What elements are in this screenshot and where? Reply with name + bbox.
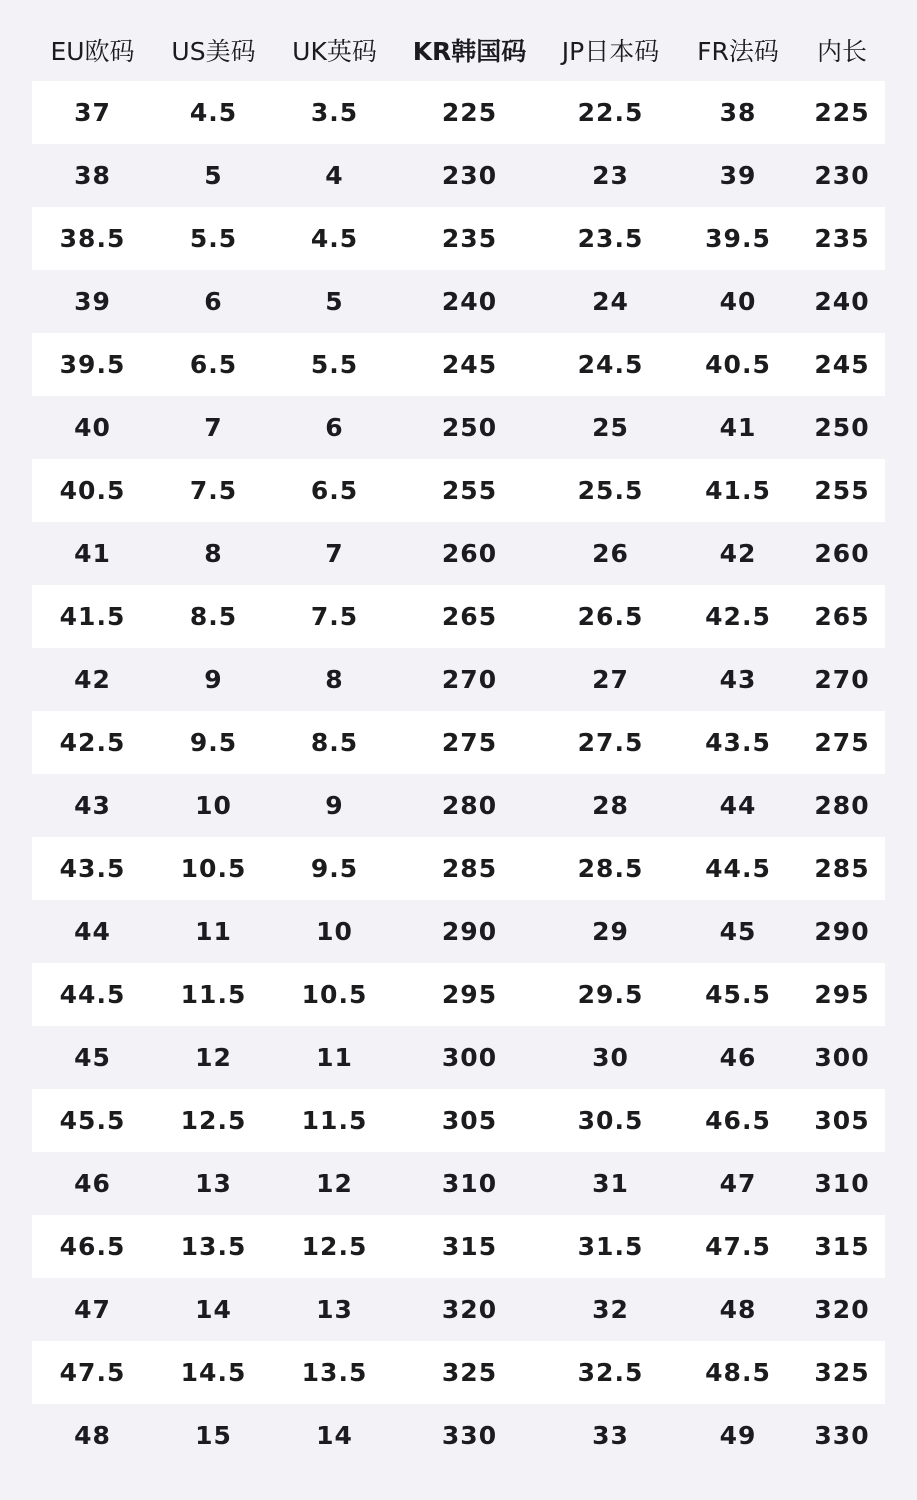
cell-eu: 42.5 [32, 711, 153, 774]
table-row [32, 333, 885, 396]
cell-fr: 43 [719, 665, 757, 694]
header-jp: JP日本码 [561, 36, 660, 66]
cell-fr: 40 [719, 287, 757, 316]
table-row [32, 270, 885, 333]
cell-inner-length: 290 [814, 917, 870, 946]
cell-jp: 30.5 [544, 1089, 677, 1152]
cell-kr: 310 [441, 1169, 498, 1198]
cell-inner-length: 330 [814, 1421, 870, 1450]
cell-fr: 41.5 [677, 459, 799, 522]
cell-uk: 12 [316, 1169, 353, 1198]
cell-eu: 41.5 [32, 585, 153, 648]
cell-uk: 14 [316, 1421, 353, 1450]
cell-uk: 8 [325, 665, 344, 694]
size-table-body [32, 81, 885, 1467]
cell-kr: 275 [395, 711, 544, 774]
cell-jp: 22.5 [544, 81, 677, 144]
cell-uk: 4.5 [274, 207, 395, 270]
cell-jp: 28 [592, 791, 629, 820]
cell-eu: 41 [74, 539, 111, 568]
table-row [32, 711, 885, 774]
cell-kr: 255 [395, 459, 544, 522]
cell-fr: 47.5 [677, 1215, 799, 1278]
cell-jp: 27.5 [544, 711, 677, 774]
cell-uk: 13 [316, 1295, 353, 1324]
cell-eu: 39 [74, 287, 111, 316]
cell-uk: 11.5 [274, 1089, 395, 1152]
cell-fr: 46 [719, 1043, 757, 1072]
cell-fr: 41 [719, 413, 757, 442]
cell-uk: 7 [325, 539, 344, 568]
cell-kr: 235 [395, 207, 544, 270]
cell-uk: 10 [316, 917, 353, 946]
cell-jp: 26 [592, 539, 629, 568]
cell-kr: 325 [395, 1341, 544, 1404]
table-row [32, 1089, 885, 1152]
cell-us: 9.5 [153, 711, 274, 774]
cell-fr: 48 [719, 1295, 757, 1324]
cell-inner-length: 275 [799, 711, 885, 774]
table-row [32, 1404, 885, 1467]
cell-us: 5 [204, 161, 223, 190]
cell-uk: 3.5 [274, 81, 395, 144]
table-row [32, 81, 885, 144]
cell-kr: 225 [395, 81, 544, 144]
cell-us: 14.5 [153, 1341, 274, 1404]
cell-fr: 49 [719, 1421, 757, 1450]
cell-inner-length: 295 [799, 963, 885, 1026]
cell-inner-length: 225 [799, 81, 885, 144]
header-row [32, 18, 885, 81]
cell-us: 11 [195, 917, 232, 946]
cell-uk: 6.5 [274, 459, 395, 522]
cell-kr: 250 [441, 413, 498, 442]
cell-eu: 45 [74, 1043, 111, 1072]
cell-eu: 46 [74, 1169, 111, 1198]
cell-uk: 5 [325, 287, 344, 316]
cell-inner-length: 325 [799, 1341, 885, 1404]
table-row [32, 207, 885, 270]
cell-jp: 30 [592, 1043, 629, 1072]
cell-fr: 40.5 [677, 333, 799, 396]
cell-inner-length: 240 [814, 287, 870, 316]
table-row [32, 585, 885, 648]
cell-eu: 45.5 [32, 1089, 153, 1152]
cell-uk: 11 [316, 1043, 353, 1072]
cell-us: 14 [195, 1295, 232, 1324]
cell-fr: 42.5 [677, 585, 799, 648]
cell-us: 12.5 [153, 1089, 274, 1152]
cell-fr: 44 [719, 791, 757, 820]
cell-jp: 23 [592, 161, 629, 190]
cell-us: 10 [195, 791, 232, 820]
table-row [32, 459, 885, 522]
cell-kr: 320 [441, 1295, 498, 1324]
cell-uk: 10.5 [274, 963, 395, 1026]
cell-us: 7 [204, 413, 223, 442]
table-row [32, 648, 885, 711]
cell-kr: 270 [441, 665, 498, 694]
table-row [32, 1341, 885, 1404]
cell-us: 15 [195, 1421, 232, 1450]
cell-inner-length: 245 [799, 333, 885, 396]
cell-fr: 39 [719, 161, 757, 190]
cell-eu: 47.5 [32, 1341, 153, 1404]
cell-fr: 42 [719, 539, 757, 568]
cell-inner-length: 260 [814, 539, 870, 568]
cell-kr: 300 [441, 1043, 498, 1072]
cell-eu: 37 [32, 81, 153, 144]
cell-eu: 38.5 [32, 207, 153, 270]
cell-us: 13 [195, 1169, 232, 1198]
cell-us: 9 [204, 665, 223, 694]
cell-inner-length: 305 [799, 1089, 885, 1152]
cell-jp: 27 [592, 665, 629, 694]
table-row [32, 774, 885, 837]
cell-fr: 45 [719, 917, 757, 946]
cell-eu: 43 [74, 791, 111, 820]
cell-inner-length: 230 [814, 161, 870, 190]
cell-us: 5.5 [153, 207, 274, 270]
cell-fr: 39.5 [677, 207, 799, 270]
cell-inner-length: 265 [799, 585, 885, 648]
cell-us: 8 [204, 539, 223, 568]
cell-inner-length: 320 [814, 1295, 870, 1324]
cell-jp: 29.5 [544, 963, 677, 1026]
cell-jp: 23.5 [544, 207, 677, 270]
table-row [32, 963, 885, 1026]
cell-inner-length: 255 [799, 459, 885, 522]
table-row [32, 837, 885, 900]
cell-uk: 5.5 [274, 333, 395, 396]
table-row [32, 1152, 885, 1215]
cell-inner-length: 270 [814, 665, 870, 694]
cell-uk: 4 [325, 161, 344, 190]
cell-jp: 31 [592, 1169, 629, 1198]
cell-us: 6.5 [153, 333, 274, 396]
cell-eu: 38 [74, 161, 111, 190]
cell-uk: 13.5 [274, 1341, 395, 1404]
cell-inner-length: 315 [799, 1215, 885, 1278]
cell-fr: 43.5 [677, 711, 799, 774]
cell-eu: 46.5 [32, 1215, 153, 1278]
cell-fr: 38 [677, 81, 799, 144]
cell-jp: 24 [592, 287, 629, 316]
cell-eu: 39.5 [32, 333, 153, 396]
cell-kr: 315 [395, 1215, 544, 1278]
cell-uk: 12.5 [274, 1215, 395, 1278]
cell-uk: 6 [325, 413, 344, 442]
cell-fr: 44.5 [677, 837, 799, 900]
header-kr: KR韩国码 [412, 36, 527, 66]
cell-jp: 29 [592, 917, 629, 946]
cell-us: 8.5 [153, 585, 274, 648]
cell-us: 6 [204, 287, 223, 316]
table-row [32, 396, 885, 459]
table-row [32, 1278, 885, 1341]
cell-fr: 45.5 [677, 963, 799, 1026]
cell-kr: 295 [395, 963, 544, 1026]
cell-kr: 265 [395, 585, 544, 648]
cell-inner-length: 235 [799, 207, 885, 270]
cell-kr: 305 [395, 1089, 544, 1152]
table-row [32, 1026, 885, 1089]
cell-kr: 290 [441, 917, 498, 946]
table-row [32, 144, 885, 207]
cell-eu: 44.5 [32, 963, 153, 1026]
header-uk: UK英码 [292, 36, 377, 66]
cell-eu: 48 [74, 1421, 111, 1450]
cell-eu: 43.5 [32, 837, 153, 900]
cell-jp: 28.5 [544, 837, 677, 900]
cell-eu: 40.5 [32, 459, 153, 522]
cell-jp: 26.5 [544, 585, 677, 648]
cell-jp: 25.5 [544, 459, 677, 522]
cell-us: 4.5 [153, 81, 274, 144]
header-fr: FR法码 [697, 36, 779, 66]
table-row [32, 900, 885, 963]
cell-jp: 32 [592, 1295, 629, 1324]
cell-kr: 240 [441, 287, 498, 316]
cell-jp: 33 [592, 1421, 629, 1450]
cell-jp: 25 [592, 413, 629, 442]
cell-inner-length: 285 [799, 837, 885, 900]
table-row [32, 1215, 885, 1278]
cell-kr: 330 [441, 1421, 498, 1450]
cell-us: 7.5 [153, 459, 274, 522]
header-inner-length: 内长 [816, 36, 867, 66]
cell-fr: 47 [719, 1169, 757, 1198]
cell-inner-length: 250 [814, 413, 870, 442]
shoe-size-table [32, 18, 885, 1467]
cell-uk: 7.5 [274, 585, 395, 648]
cell-uk: 9 [325, 791, 344, 820]
table-row [32, 522, 885, 585]
cell-uk: 9.5 [274, 837, 395, 900]
cell-fr: 46.5 [677, 1089, 799, 1152]
cell-us: 12 [195, 1043, 232, 1072]
cell-us: 13.5 [153, 1215, 274, 1278]
cell-fr: 48.5 [677, 1341, 799, 1404]
cell-inner-length: 310 [814, 1169, 870, 1198]
cell-eu: 40 [74, 413, 111, 442]
header-us: US美码 [171, 36, 256, 66]
cell-kr: 260 [441, 539, 498, 568]
cell-jp: 31.5 [544, 1215, 677, 1278]
cell-inner-length: 280 [814, 791, 870, 820]
cell-eu: 47 [74, 1295, 111, 1324]
cell-eu: 42 [74, 665, 111, 694]
cell-jp: 32.5 [544, 1341, 677, 1404]
cell-jp: 24.5 [544, 333, 677, 396]
cell-kr: 245 [395, 333, 544, 396]
cell-uk: 8.5 [274, 711, 395, 774]
header-eu: EU欧码 [50, 36, 135, 66]
cell-kr: 230 [441, 161, 498, 190]
cell-kr: 285 [395, 837, 544, 900]
cell-eu: 44 [74, 917, 111, 946]
cell-inner-length: 300 [814, 1043, 870, 1072]
cell-us: 10.5 [153, 837, 274, 900]
cell-us: 11.5 [153, 963, 274, 1026]
cell-kr: 280 [441, 791, 498, 820]
